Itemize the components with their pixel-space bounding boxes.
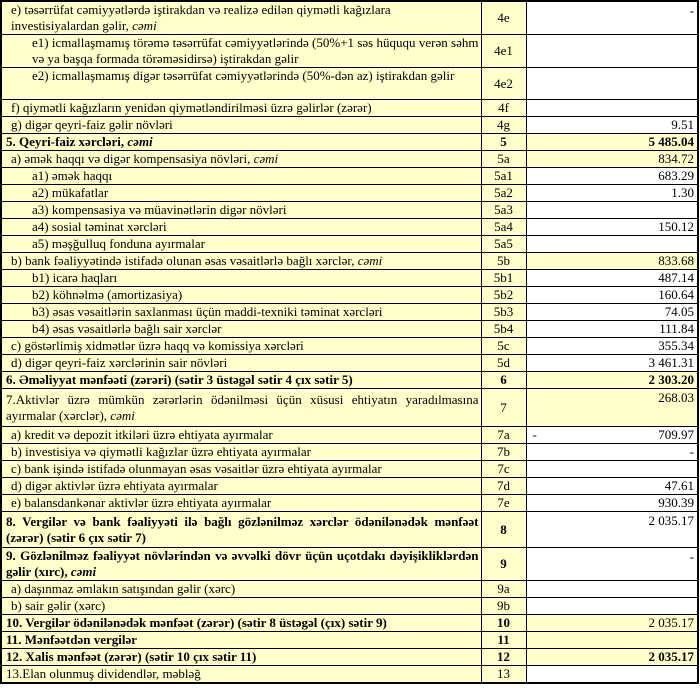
row-label-text: e) təsərrüfat cəmiyyətlərdə iştirakdan və realizə edilən qiymətli kağızlara investisiyalardan gəlir,: [11, 2, 391, 33]
row-label-text: 10. Vergilər ödənilənədək mənfəət (zərər) (sətir 8 üstəgəl (çıx) sətir 9): [6, 615, 387, 630]
table-row: [1, 389, 698, 427]
row-code: 4e2: [481, 68, 526, 100]
row-code: 7: [481, 389, 526, 427]
row-label: [1, 427, 481, 444]
row-label: [1, 444, 481, 461]
row-value: [526, 35, 698, 68]
table-row: [1, 444, 698, 461]
row-label-text: b3) əsas vəsaitlərin saxlanması üçün maddi-texniki təminat xərcləri: [32, 304, 383, 319]
table-row: [1, 100, 698, 117]
row-label-text: b4) əsas vəsaitlərlə bağlı sair xərclər: [32, 321, 222, 336]
row-value: 150.12: [526, 219, 698, 236]
row-code: 7b: [481, 444, 526, 461]
row-value: [526, 461, 698, 478]
table-row: [1, 666, 698, 684]
table-row: [1, 649, 698, 666]
negative-sign: -: [532, 427, 537, 442]
row-label-text: b2) köhnəlmə (amortizasiya): [32, 287, 183, 302]
label-italic-suffix: cəmi: [127, 134, 153, 149]
row-label-text: a5) məşğulluq fonduna ayırmalar: [32, 236, 205, 251]
table-row: [1, 372, 698, 389]
table-row: [1, 427, 698, 444]
row-label-text: c) göstərlimiş xidmətlər üzrə haqq və komissiya xərcləri: [11, 338, 304, 353]
row-label: [1, 168, 481, 185]
row-label: [1, 512, 481, 548]
row-label: [1, 478, 481, 495]
table-row: [1, 35, 698, 68]
row-label-text: 13.Elan olunmuş dividendlər, məbləğ: [6, 666, 201, 681]
row-label: [1, 68, 481, 100]
row-label-text: 6. Əməliyyat mənfəəti (zərəri) (sətir 3 üstəgəl sətir 4 çıx sətir 5): [6, 372, 353, 387]
row-label-text: 9. Gözlənilməz fəaliyyət növlərindən və əvvəlki dövr üçün uçotdakı dəyişikliklərdən gəlir (xırc),: [6, 548, 479, 579]
row-value: -: [526, 1, 698, 35]
row-label: [1, 1, 481, 35]
row-value: 111.84: [526, 321, 698, 338]
row-label: [1, 304, 481, 321]
table-row: [1, 495, 698, 512]
row-label: [1, 632, 481, 649]
row-value: 160.64: [526, 287, 698, 304]
row-label: [1, 321, 481, 338]
table-row: [1, 355, 698, 372]
row-code: 5b2: [481, 287, 526, 304]
table-row: [1, 134, 698, 151]
row-label: [1, 134, 481, 151]
row-value: 355.34: [526, 338, 698, 355]
row-value: 2 035.17: [526, 512, 698, 548]
table-row: [1, 304, 698, 321]
table-row: [1, 632, 698, 649]
table-row: [1, 253, 698, 270]
row-value: 683.29: [526, 168, 698, 185]
table-row: [1, 185, 698, 202]
row-label-text: 5. Qeyri-faiz xərcləri,: [6, 134, 128, 149]
row-code: 7c: [481, 461, 526, 478]
row-label-text: d) digər qeyri-faiz xərclərinin sair növləri: [11, 355, 228, 370]
row-code: 13: [481, 666, 526, 684]
row-value: [526, 68, 698, 100]
row-label-text: 7.Aktivlər üzrə mümkün zərərlərin ödənilməsi üçün xüsusi ehtiyatın yaradılmasına ayırmalar (xərclər),: [6, 391, 479, 423]
table-row: [1, 338, 698, 355]
row-code: 4e: [481, 1, 526, 35]
row-code: 5a5: [481, 236, 526, 253]
row-code: 5b4: [481, 321, 526, 338]
row-label-text: a3) kompensasiya və müavinətlərin digər növləri: [32, 202, 287, 217]
row-code: 7d: [481, 478, 526, 495]
row-code: 5a4: [481, 219, 526, 236]
row-label: [1, 202, 481, 219]
row-value: [526, 427, 698, 444]
row-value: 2 035.17: [526, 649, 698, 666]
table-row: [1, 461, 698, 478]
row-label-text: g) digər qeyri-faiz gəlir növləri: [11, 117, 173, 132]
table-row: [1, 548, 698, 581]
row-label-text: b) investisiya və qiymətli kağızlar üzrə ehtiyata ayırmalar: [11, 444, 311, 459]
label-italic-suffix: cəmi: [110, 407, 135, 423]
row-label-text: a1) əmək haqqı: [32, 168, 113, 183]
row-label-text: a4) sosial təminat xərcləri: [32, 219, 167, 234]
table-row: [1, 219, 698, 236]
row-label-text: a) əmək haqqı və digər kompensasiya növləri,: [11, 151, 254, 166]
row-code: 5a2: [481, 185, 526, 202]
table-row: [1, 321, 698, 338]
row-label: [1, 495, 481, 512]
label-italic-suffix: cəmi: [132, 18, 157, 33]
row-value: 5 485.04: [526, 134, 698, 151]
row-label-text: f) qiymətli kağızların yenidən qiymətləndirilməsi üzrə gəlirlər (zərər): [11, 100, 372, 115]
row-value: 834.72: [526, 151, 698, 168]
row-code: 4f: [481, 100, 526, 117]
row-code: 5b3: [481, 304, 526, 321]
row-label: [1, 236, 481, 253]
table-row: [1, 1, 698, 35]
row-code: 5b: [481, 253, 526, 270]
row-label: [1, 100, 481, 117]
row-code: 7a: [481, 427, 526, 444]
row-value: 9.51: [526, 117, 698, 134]
row-code: 5: [481, 134, 526, 151]
row-label: [1, 548, 481, 581]
row-label: [1, 185, 481, 202]
row-label-text: e) balansdankənar aktivlər üzrə ehtiyata ayırmalar: [11, 495, 272, 510]
row-label: [1, 666, 481, 684]
row-code: 5d: [481, 355, 526, 372]
row-label: [1, 355, 481, 372]
table-row: [1, 615, 698, 632]
table-row: [1, 202, 698, 219]
row-label-text: b) sair gəlir (xərc): [11, 598, 106, 613]
row-code: 7e: [481, 495, 526, 512]
table-row: [1, 168, 698, 185]
row-label: [1, 389, 481, 427]
row-value: [526, 666, 698, 684]
row-label-text: e2) icmallaşmamış digər təsərrüfat cəmiyyətlərində (50%-dən az) iştirakdan gəlir: [32, 68, 455, 83]
row-label-text: b1) icarə haqları: [32, 270, 118, 285]
row-label: [1, 270, 481, 287]
row-code: 11: [481, 632, 526, 649]
row-value: [526, 236, 698, 253]
table-row: [1, 287, 698, 304]
row-code: 5a1: [481, 168, 526, 185]
row-label-text: 8. Vergilər və bank fəaliyyəti ilə bağlı gözlənilməz xərclər ödənilənədək mənfəət (zərər) (sətir 6 çıx sətir 7): [6, 513, 479, 545]
row-code: 5a3: [481, 202, 526, 219]
row-value: -: [526, 444, 698, 461]
row-value: [526, 598, 698, 615]
table-row: [1, 68, 698, 100]
table-row: [1, 581, 698, 598]
table-row: [1, 512, 698, 548]
row-code: 9b: [481, 598, 526, 615]
row-label: [1, 117, 481, 134]
row-code: 9a: [481, 581, 526, 598]
row-value: 47.61: [526, 478, 698, 495]
row-value: [526, 581, 698, 598]
row-value: 268.03: [526, 389, 698, 427]
row-value: 3 461.31: [526, 355, 698, 372]
table-row: [1, 270, 698, 287]
row-label-text: 11. Mənfəətdən vergilər: [6, 632, 138, 647]
row-value: [526, 100, 698, 117]
row-label-text: d) digər aktivlər üzrə ehtiyata ayırmalar: [11, 478, 218, 493]
row-value: 2 303.20: [526, 372, 698, 389]
row-value: 1.30: [526, 185, 698, 202]
row-label-text: e1) icmallaşmamış törəmə təsərrüfat cəmiyyətlərində (50%+1 səs hüququ verən səhm və ya başqa formada törəməsidirsə) iştirakdan gəlir: [32, 35, 479, 66]
row-value: 833.68: [526, 253, 698, 270]
row-code: 5b1: [481, 270, 526, 287]
row-code: 12: [481, 649, 526, 666]
row-label: [1, 35, 481, 68]
row-code: 9: [481, 548, 526, 581]
row-code: 8: [481, 512, 526, 548]
row-label-text: a) daşınmaz əmlakın satışından gəlir (xərc): [11, 581, 236, 596]
row-code: 5a: [481, 151, 526, 168]
row-label: [1, 151, 481, 168]
row-label: [1, 338, 481, 355]
table-row: [1, 236, 698, 253]
row-label-text: 12. Xalis mənfəət (zərər) (sətir 10 çıx sətir 11): [6, 649, 257, 664]
row-value: [526, 202, 698, 219]
row-label: [1, 615, 481, 632]
row-code: 6: [481, 372, 526, 389]
row-label-text: c) bank işində istifadə olunmayan əsas vəsaitlər üzrə ehtiyata ayırmalar: [11, 461, 382, 476]
row-code: 5c: [481, 338, 526, 355]
row-label: [1, 581, 481, 598]
row-label: [1, 253, 481, 270]
row-label: [1, 372, 481, 389]
row-value: [526, 632, 698, 649]
table-row: [1, 478, 698, 495]
row-label: [1, 461, 481, 478]
row-label: [1, 287, 481, 304]
row-value: 2 035.17: [526, 615, 698, 632]
row-label: [1, 649, 481, 666]
row-label-text: a2) mükafatlar: [32, 185, 109, 200]
row-value: 487.14: [526, 270, 698, 287]
table-row: [1, 151, 698, 168]
row-value: -: [526, 548, 698, 581]
row-code: 4e1: [481, 35, 526, 68]
label-italic-suffix: cəmi: [70, 564, 97, 579]
row-value: 930.39: [526, 495, 698, 512]
table-row: [1, 598, 698, 615]
row-label: [1, 598, 481, 615]
label-italic-suffix: cəmi: [357, 253, 383, 268]
row-label: [1, 219, 481, 236]
row-label-text: b) bank fəaliyyətində istifadə olunan əsas vəsaitlərlə bağlı xərclər,: [11, 253, 358, 268]
row-value: 74.05: [526, 304, 698, 321]
row-value-text: 709.97: [658, 427, 694, 442]
table-row: [1, 117, 698, 134]
row-label-text: a) kredit və depozit itkiləri üzrə ehtiyata ayırmalar: [11, 427, 273, 442]
label-italic-suffix: cəmi: [253, 151, 279, 166]
row-code: 10: [481, 615, 526, 632]
row-code: 4g: [481, 117, 526, 134]
